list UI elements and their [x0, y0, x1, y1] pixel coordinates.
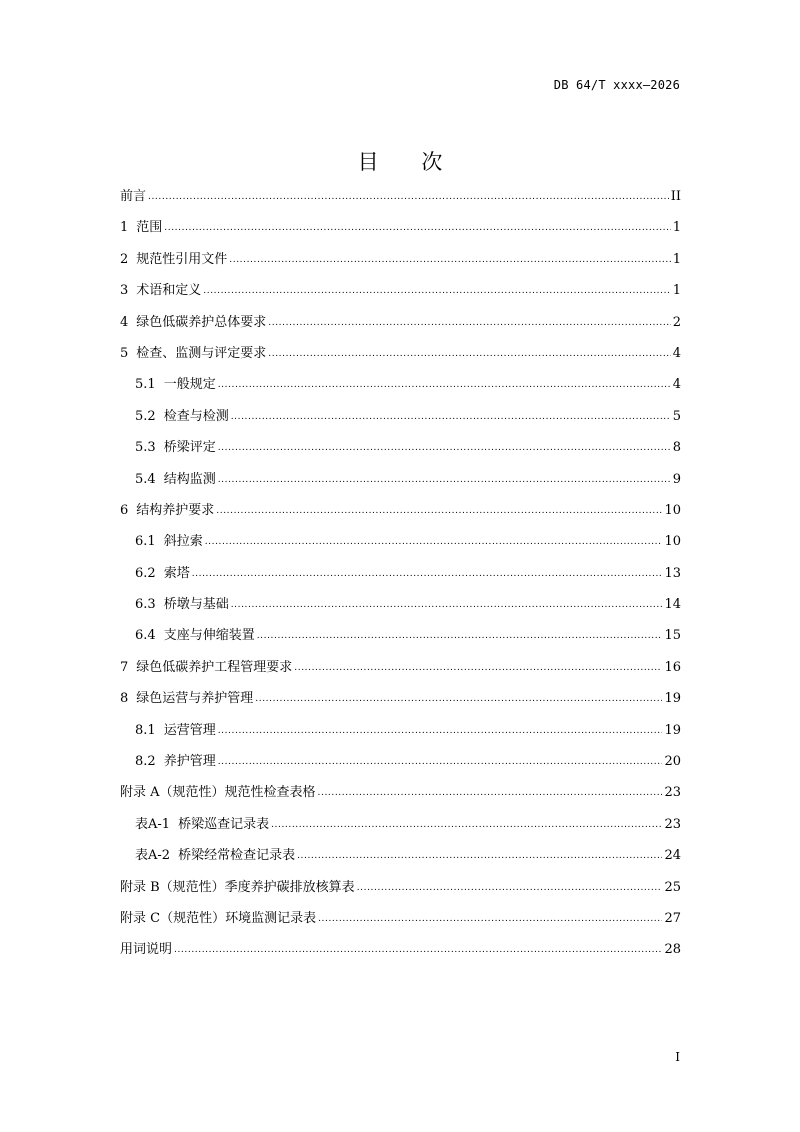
toc-entry-number: 6.1	[135, 534, 156, 550]
toc-dot-leader	[231, 588, 663, 621]
toc-entry-page: 4	[672, 345, 681, 361]
toc-entry-number: 2	[120, 251, 129, 267]
toc-entry-page: 2	[672, 314, 681, 330]
toc-entry-page: 27	[664, 910, 681, 926]
toc-dot-leader	[218, 368, 671, 401]
toc-entry-number: 5.2	[135, 408, 156, 424]
toc-entry[interactable]	[120, 181, 681, 212]
toc-entry[interactable]	[120, 275, 681, 306]
toc-entry[interactable]	[120, 244, 681, 275]
toc-entry[interactable]	[120, 903, 681, 934]
toc-entry-page: II	[670, 189, 681, 204]
toc-entry-label: 绿色低碳养护总体要求	[136, 314, 267, 330]
toc-entry-label: 术语和定义	[136, 283, 202, 299]
toc-entry-page: 25	[664, 879, 681, 895]
toc-entry[interactable]	[120, 620, 681, 651]
toc-entry[interactable]	[120, 715, 681, 746]
toc-entry-label: 桥墩与基础	[163, 597, 229, 613]
toc-dot-leader	[218, 431, 671, 464]
toc-entry-label: 前言	[120, 189, 147, 204]
toc-entry-number: 8.1	[135, 722, 156, 738]
toc-entry[interactable]	[120, 307, 681, 338]
toc-entry-page: 1	[672, 251, 681, 267]
toc-entry-label: 一般规定	[163, 377, 216, 393]
toc-entry-label: 桥梁巡查记录表	[178, 816, 270, 832]
toc-entry-label: 桥梁经常检查记录表	[178, 848, 296, 864]
table-of-contents	[120, 181, 681, 966]
toc-entry-label: 附录 A（规范性）规范性检查表格	[120, 785, 316, 801]
toc-entry-number: 表A-1	[135, 816, 171, 832]
toc-entry-label: 范围	[136, 220, 163, 236]
toc-entry-label: 规范性引用文件	[136, 251, 228, 267]
toc-entry[interactable]	[120, 212, 681, 243]
toc-dot-leader	[148, 180, 669, 213]
document-code: DB 64/T xxxx—2026	[553, 78, 680, 92]
toc-dot-leader	[231, 400, 671, 433]
toc-entry-page: 15	[664, 628, 681, 644]
toc-entry-page: 13	[664, 565, 681, 581]
toc-entry-number: 6	[120, 502, 129, 518]
page-number: I	[675, 1050, 680, 1064]
toc-entry-number: 4	[120, 314, 129, 330]
toc-entry-number: 8.2	[135, 754, 156, 770]
toc-entry-label: 用词说明	[120, 942, 173, 958]
toc-dot-leader	[318, 776, 663, 809]
toc-dot-leader	[174, 933, 662, 966]
toc-dot-leader	[357, 871, 663, 904]
toc-entry-label: 附录 B（规范性）季度养护碳排放核算表	[120, 879, 355, 895]
toc-entry[interactable]	[120, 872, 681, 903]
toc-entry-page: 16	[664, 659, 681, 675]
toc-entry-page: 20	[664, 754, 681, 770]
toc-dot-leader	[192, 557, 663, 590]
toc-entry-page: 10	[664, 502, 681, 518]
toc-entry-number: 8	[120, 691, 129, 707]
toc-entry-label: 结构监测	[163, 471, 216, 487]
toc-entry[interactable]	[120, 401, 681, 432]
toc-dot-leader	[268, 337, 670, 370]
toc-entry[interactable]	[120, 746, 681, 777]
toc-entry[interactable]	[120, 558, 681, 589]
toc-entry-number: 6.2	[135, 565, 156, 581]
toc-entry-label: 结构养护要求	[136, 502, 215, 518]
toc-entry-number: 5.3	[135, 440, 156, 456]
toc-entry-page: 10	[664, 534, 681, 550]
toc-entry[interactable]	[120, 934, 681, 965]
toc-dot-leader	[218, 745, 663, 778]
toc-entry[interactable]	[120, 464, 681, 495]
toc-dot-leader	[271, 808, 662, 841]
toc-dot-leader	[297, 839, 662, 872]
toc-entry[interactable]	[120, 495, 681, 526]
toc-entry[interactable]	[120, 526, 681, 557]
toc-entry-number: 表A-2	[135, 848, 171, 864]
toc-entry[interactable]	[120, 777, 681, 808]
toc-entry-label: 支座与伸缩装置	[163, 628, 255, 644]
toc-entry-number: 5	[120, 345, 129, 361]
toc-entry-label: 索塔	[163, 565, 190, 581]
toc-entry-number: 6.4	[135, 628, 156, 644]
toc-entry[interactable]	[120, 589, 681, 620]
toc-dot-leader	[205, 525, 663, 558]
toc-entry-number: 3	[120, 283, 129, 299]
toc-entry-label: 附录 C（规范性）环境监测记录表	[120, 910, 317, 926]
toc-entry-page: 1	[672, 283, 681, 299]
toc-entry-page: 28	[664, 942, 681, 958]
toc-dot-leader	[318, 902, 662, 935]
toc-entry-number: 6.3	[135, 597, 156, 613]
toc-entry-label: 桥梁评定	[163, 440, 216, 456]
toc-dot-leader	[203, 274, 670, 307]
toc-entry-page: 23	[664, 785, 681, 801]
toc-entry[interactable]	[120, 369, 681, 400]
toc-entry[interactable]	[120, 840, 681, 871]
toc-entry-label: 绿色低碳养护工程管理要求	[136, 659, 293, 675]
toc-entry-page: 4	[672, 377, 681, 393]
toc-dot-leader	[229, 243, 670, 276]
toc-entry[interactable]	[120, 338, 681, 369]
toc-dot-leader	[268, 306, 670, 339]
toc-dot-leader	[255, 682, 662, 715]
toc-entry-page: 9	[672, 471, 681, 487]
toc-entry-page: 1	[672, 220, 681, 236]
toc-entry-label: 检查与检测	[163, 408, 229, 424]
toc-entry-page: 23	[664, 816, 681, 832]
toc-dot-leader	[257, 619, 663, 652]
toc-entry-page: 8	[672, 440, 681, 456]
toc-entry-page: 14	[664, 597, 681, 613]
toc-entry-number: 5.1	[135, 377, 156, 393]
toc-entry-number: 1	[120, 220, 129, 236]
toc-title: 目 次	[357, 150, 461, 174]
toc-entry-label: 运营管理	[163, 722, 216, 738]
toc-dot-leader	[164, 211, 670, 244]
toc-entry-label: 养护管理	[163, 754, 216, 770]
toc-dot-leader	[218, 463, 671, 496]
toc-entry-page: 19	[664, 722, 681, 738]
toc-entry-page: 24	[664, 848, 681, 864]
toc-entry-number: 7	[120, 659, 129, 675]
toc-entry[interactable]	[120, 432, 681, 463]
toc-entry-page: 5	[672, 408, 681, 424]
toc-entry-number: 5.4	[135, 471, 156, 487]
toc-entry-page: 19	[664, 691, 681, 707]
toc-dot-leader	[216, 494, 662, 527]
toc-entry-label: 斜拉索	[163, 534, 203, 550]
toc-entry-label: 绿色运营与养护管理	[136, 691, 254, 707]
toc-entry[interactable]	[120, 652, 681, 683]
toc-dot-leader	[294, 651, 662, 684]
toc-entry[interactable]	[120, 683, 681, 714]
toc-entry[interactable]	[120, 809, 681, 840]
toc-dot-leader	[218, 714, 663, 747]
toc-entry-label: 检查、监测与评定要求	[136, 345, 267, 361]
